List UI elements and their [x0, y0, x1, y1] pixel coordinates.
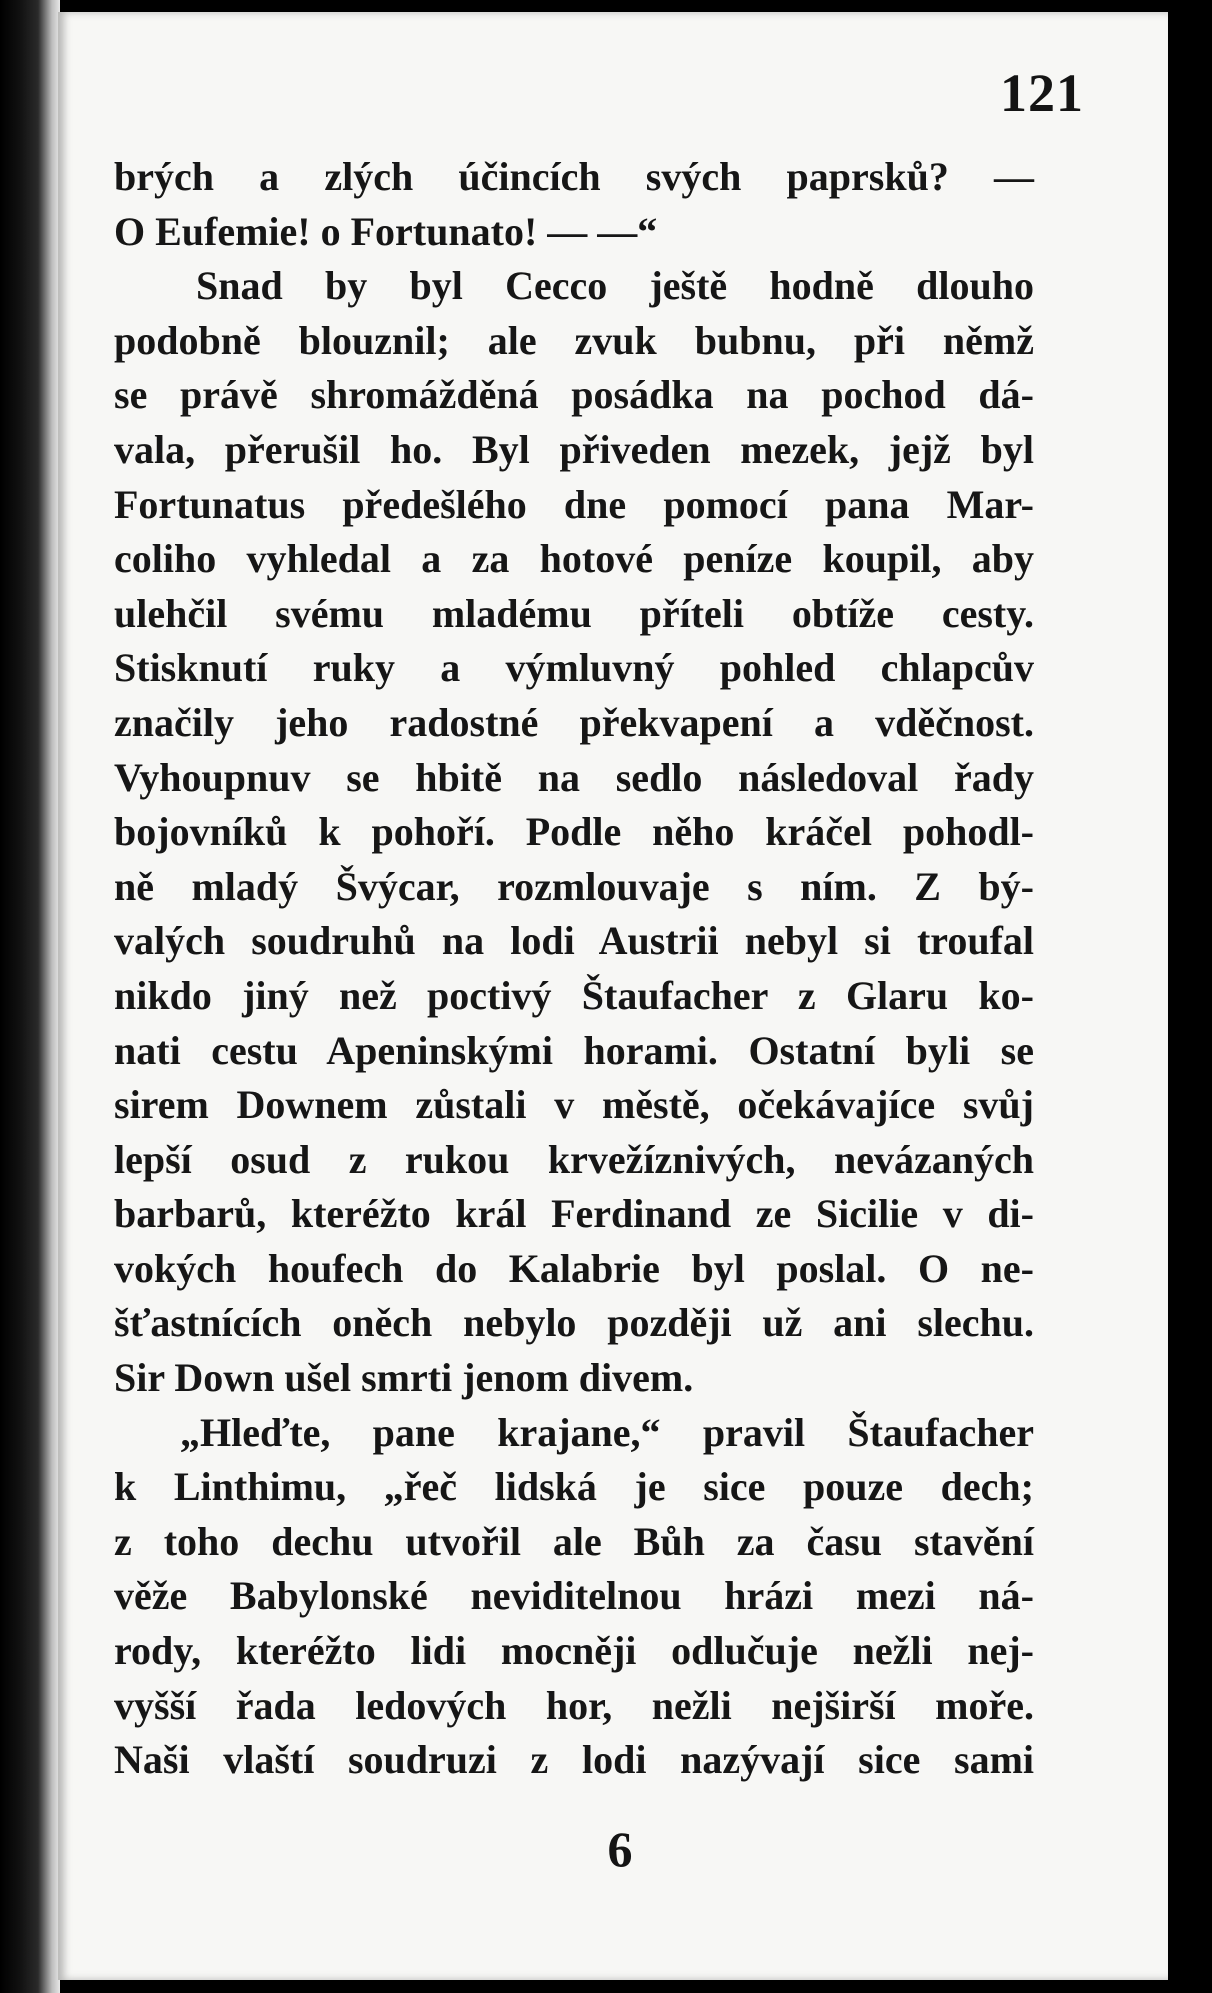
text-line: barbarů, kteréžto král Ferdinand ze Sicilie v di-	[114, 1191, 1034, 1237]
text-line: vokých houfech do Kalabrie byl poslal. O ne-	[114, 1245, 1034, 1291]
text-line: Naši vlaští soudruzi z lodi nazývají sice sami	[114, 1737, 1034, 1783]
text-line: Vyhoupnuv se hbitě na sedlo následoval řady	[114, 754, 1034, 800]
text-line: sirem Downem zůstali v městě, očekávajíce svůj	[114, 1082, 1034, 1128]
text-line: rody, kteréžto lidi mocněji odlučuje nežli nej-	[114, 1628, 1034, 1674]
text-line: ně mladý Švýcar, rozmlouvaje s ním. Z bý-	[114, 863, 1034, 909]
text-line: nati cestu Apeninskými horami. Ostatní byli se	[114, 1027, 1034, 1073]
text-line: brých a zlých účincích svých paprsků? —	[114, 154, 1034, 199]
text-line: Fortunatus předešlého dne pomocí pana Mar-	[114, 481, 1034, 527]
text-line: značily jeho radostné překvapení a vděčnost.	[114, 699, 1034, 745]
text-line: z toho dechu utvořil ale Bůh za času stavění	[114, 1518, 1034, 1564]
text-line: O Eufemie! o Fortunato! — —“	[114, 208, 658, 254]
text-line: coliho vyhledal a za hotové peníze koupil, aby	[114, 536, 1034, 582]
text-line: vala, přerušil ho. Byl přiveden mezek, jejž byl	[114, 426, 1034, 472]
text-line: lepší osud z rukou krvežíznivých, nevázaných	[114, 1136, 1034, 1182]
text-line: ulehčil svému mladému příteli obtíže cesty.	[114, 590, 1034, 636]
text-line: věže Babylonské neviditelnou hrázi mezi ná-	[114, 1573, 1034, 1619]
text-line: valých soudruhů na lodi Austrii nebyl si troufal	[114, 918, 1034, 964]
paragraph-start-line: Snad by byl Cecco ještě hodně dlouho	[196, 263, 1034, 309]
text-line: Stisknutí ruky a výmluvný pohled chlapcův	[114, 645, 1034, 691]
text-line: se právě shromážděná posádka na pochod dá-	[114, 372, 1034, 418]
page-number: 121	[1000, 63, 1084, 123]
signature-mark: 6	[607, 1821, 633, 1877]
body-text	[114, 150, 1034, 1788]
text-line: Sir Down ušel smrti jenom divem.	[114, 1355, 694, 1401]
text-line: k Linthimu, „řeč lidská je sice pouze dech;	[114, 1464, 1034, 1510]
scan-border	[1168, 0, 1212, 1993]
book-page	[58, 12, 1168, 1980]
text-line: šťastnících oněch nebylo později už ani slechu.	[114, 1300, 1034, 1346]
book-spine-shadow	[0, 0, 60, 1993]
text-line: vyšší řada ledových hor, nežli nejširší moře.	[114, 1682, 1034, 1728]
text-line: nikdo jiný než poctivý Štaufacher z Glaru ko-	[114, 972, 1034, 1018]
text-line: podobně blouznil; ale zvuk bubnu, při němž	[114, 317, 1034, 363]
paragraph-start-line: „Hleďte, pane krajane,“ pravil Štaufacher	[180, 1409, 1034, 1455]
text-line: bojovníků k pohoří. Podle něho kráčel pohodl-	[114, 809, 1034, 855]
